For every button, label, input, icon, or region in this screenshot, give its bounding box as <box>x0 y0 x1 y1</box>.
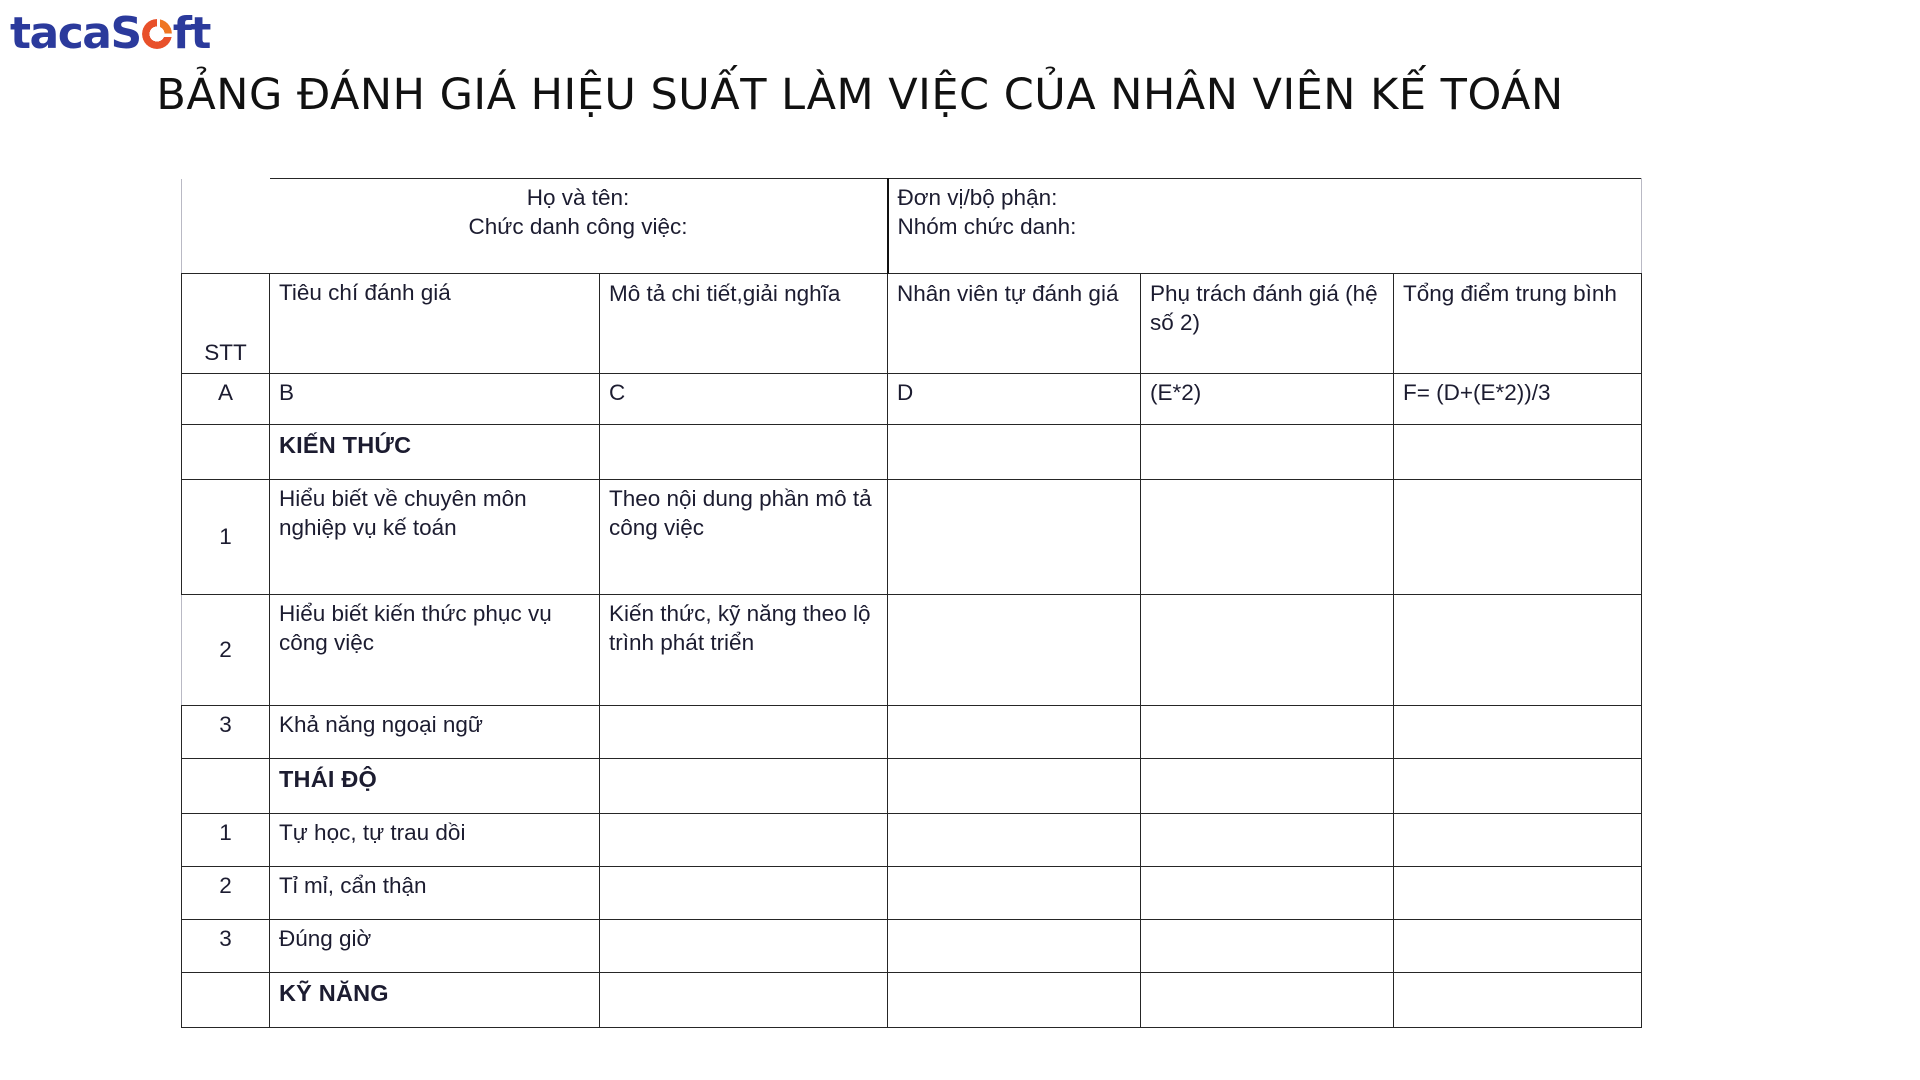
cell-description <box>600 814 888 867</box>
cell-total-score[interactable] <box>1394 480 1642 595</box>
cell-self-score[interactable] <box>888 759 1141 814</box>
cell-manager-score[interactable] <box>1141 973 1394 1028</box>
cell-total-score[interactable] <box>1394 425 1642 480</box>
cell-total-score[interactable] <box>1394 814 1642 867</box>
cell-stt: 3 <box>182 706 270 759</box>
table-row <box>182 973 1642 1028</box>
cell-self-score[interactable] <box>888 706 1141 759</box>
cell-description <box>600 973 888 1028</box>
cell-criteria: Đúng giờ <box>270 920 600 973</box>
cell-criteria: KIẾN THỨC <box>270 425 600 480</box>
cell-manager-score[interactable] <box>1141 706 1394 759</box>
cell-description <box>600 706 888 759</box>
cell-stt <box>182 425 270 480</box>
evaluation-table <box>181 178 1642 1028</box>
cell-criteria: THÁI ĐỘ <box>270 759 600 814</box>
employee-info-row <box>182 179 1642 274</box>
header-self-evaluation: Nhân viên tự đánh giá <box>888 274 1141 374</box>
legend-f: F= (D+(E*2))/3 <box>1394 374 1642 425</box>
cell-criteria: KỸ NĂNG <box>270 973 600 1028</box>
cell-stt: 1 <box>182 480 270 595</box>
cell-description: Theo nội dung phần mô tả công việc <box>600 480 888 595</box>
evaluation-table-container <box>181 178 1641 1028</box>
label-job-title: Chức danh công việc: <box>468 213 688 239</box>
cell-total-score[interactable] <box>1394 973 1642 1028</box>
employee-info-right <box>888 179 1642 274</box>
cell-self-score[interactable] <box>888 595 1141 706</box>
table-row <box>182 759 1642 814</box>
legend-c: C <box>600 374 888 425</box>
table-row <box>182 425 1642 480</box>
cell-description <box>600 759 888 814</box>
legend-e: (E*2) <box>1141 374 1394 425</box>
cell-total-score[interactable] <box>1394 920 1642 973</box>
table-legend-row <box>182 374 1642 425</box>
legend-b: B <box>270 374 600 425</box>
cell-description <box>600 867 888 920</box>
cell-total-score[interactable] <box>1394 867 1642 920</box>
brand-logo <box>10 10 210 58</box>
table-row <box>182 814 1642 867</box>
legend-d: D <box>888 374 1141 425</box>
cell-criteria: Hiểu biết kiến thức phục vụ công việc <box>270 595 600 706</box>
table-row <box>182 595 1642 706</box>
cell-total-score[interactable] <box>1394 595 1642 706</box>
cell-stt: 2 <box>182 595 270 706</box>
cell-self-score[interactable] <box>888 814 1141 867</box>
cell-manager-score[interactable] <box>1141 759 1394 814</box>
cell-criteria: Tỉ mỉ, cẩn thận <box>270 867 600 920</box>
header-description: Mô tả chi tiết,giải nghĩa <box>600 274 888 374</box>
cell-manager-score[interactable] <box>1141 867 1394 920</box>
header-criteria: Tiêu chí đánh giá <box>270 274 600 374</box>
cell-description <box>600 425 888 480</box>
legend-a: A <box>182 374 270 425</box>
cell-stt: 2 <box>182 867 270 920</box>
table-row <box>182 706 1642 759</box>
table-row <box>182 867 1642 920</box>
header-manager-evaluation: Phụ trách đánh giá (hệ số 2) <box>1141 274 1394 374</box>
cell-manager-score[interactable] <box>1141 814 1394 867</box>
cell-manager-score[interactable] <box>1141 595 1394 706</box>
cell-self-score[interactable] <box>888 425 1141 480</box>
employee-info-left <box>270 179 888 274</box>
cell-stt: 3 <box>182 920 270 973</box>
label-department: Đơn vị/bộ phận: <box>897 185 1058 210</box>
cell-description <box>600 920 888 973</box>
cell-criteria: Khả năng ngoại ngữ <box>270 706 600 759</box>
brand-name-part1: taca <box>10 8 111 59</box>
cell-stt <box>182 759 270 814</box>
header-stt: STT <box>182 274 270 374</box>
cell-total-score[interactable] <box>1394 706 1642 759</box>
brand-logo-text <box>10 8 210 59</box>
cell-self-score[interactable] <box>888 867 1141 920</box>
cell-stt <box>182 973 270 1028</box>
table-row <box>182 480 1642 595</box>
table-row <box>182 920 1642 973</box>
cell-criteria: Hiểu biết về chuyên môn nghiệp vụ kế toán <box>270 480 600 595</box>
cell-self-score[interactable] <box>888 973 1141 1028</box>
info-gutter-cell <box>182 179 270 274</box>
header-average-total: Tổng điểm trung bình <box>1394 274 1642 374</box>
cell-criteria: Tự học, tự trau dồi <box>270 814 600 867</box>
cell-manager-score[interactable] <box>1141 425 1394 480</box>
orange-donut-icon <box>142 19 172 49</box>
cell-stt: 1 <box>182 814 270 867</box>
cell-self-score[interactable] <box>888 920 1141 973</box>
cell-total-score[interactable] <box>1394 759 1642 814</box>
page-title: BẢNG ĐÁNH GIÁ HIỆU SUẤT LÀM VIỆC CỦA NHÂN VIÊN KẾ TOÁN <box>156 70 1564 120</box>
cell-manager-score[interactable] <box>1141 480 1394 595</box>
cell-self-score[interactable] <box>888 480 1141 595</box>
cell-description: Kiến thức, kỹ năng theo lộ trình phát triển <box>600 595 888 706</box>
label-full-name: Họ và tên: <box>526 185 630 210</box>
brand-name-part3: ft <box>172 8 210 59</box>
brand-name-part2: S <box>110 8 141 59</box>
label-job-group: Nhóm chức danh: <box>897 213 1077 239</box>
cell-manager-score[interactable] <box>1141 920 1394 973</box>
table-header-row <box>182 274 1642 374</box>
